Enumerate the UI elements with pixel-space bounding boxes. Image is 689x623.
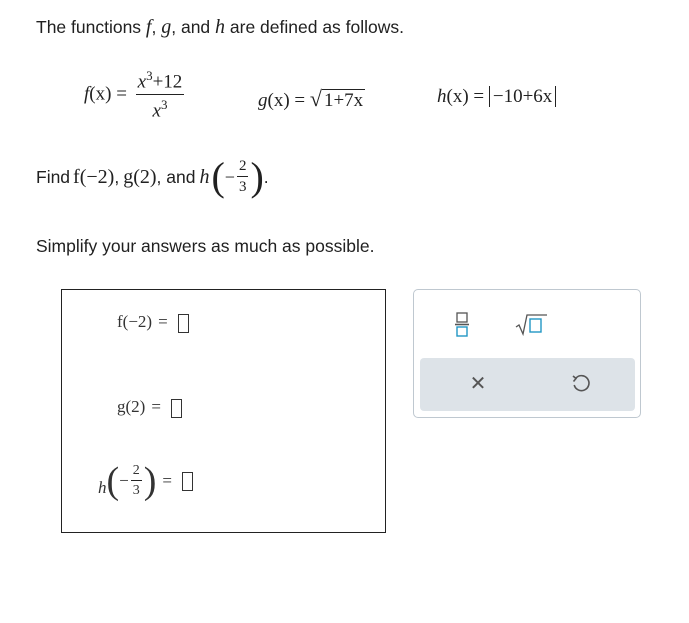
find-period: . xyxy=(263,166,269,187)
reset-button[interactable] xyxy=(570,373,592,395)
g-radicand: 1+7x xyxy=(323,90,364,111)
g-equals: = xyxy=(294,90,306,111)
find-statement: Find f(−2) , g(2) , and h ( − $\frac{2}{3}$ ) . xyxy=(36,154,269,199)
f-fraction xyxy=(136,68,185,123)
square-root-icon xyxy=(514,310,550,338)
h-definition xyxy=(437,86,556,108)
fn-g: g xyxy=(161,16,172,38)
answer-h-equals: = xyxy=(162,471,172,490)
f-denominator: $x^3$ xyxy=(152,97,168,122)
math-toolbar xyxy=(413,289,641,418)
answer-g-equals: = xyxy=(151,397,161,416)
g-definition xyxy=(258,86,365,112)
instruction-text: Simplify your answers as much as possible. xyxy=(36,236,375,256)
sqrt-symbol: √ xyxy=(309,86,322,111)
f-name: f xyxy=(84,83,90,105)
h-arg: (x) xyxy=(446,86,469,107)
intro-prefix: The functions xyxy=(36,17,146,37)
answer-h-input[interactable] xyxy=(182,472,193,491)
answer-f-input[interactable] xyxy=(178,314,189,333)
answer-box xyxy=(61,289,386,533)
intro-text xyxy=(36,16,404,39)
square-root-button[interactable] xyxy=(514,310,550,338)
h-name: h xyxy=(437,86,447,107)
fn-f: f xyxy=(145,16,152,38)
answer-row-h: h ( − $\frac{2}{3}$ ) = xyxy=(98,462,193,500)
f-definition xyxy=(84,68,184,123)
answer-h-label: h xyxy=(98,478,107,497)
answer-f-label: f(−2) xyxy=(117,312,153,331)
h-abs-value: −10+6x xyxy=(489,86,556,107)
f-numerator: $x^3+12$ xyxy=(137,68,183,93)
answer-g-input[interactable] xyxy=(171,399,182,418)
answer-f-equals: = xyxy=(158,312,168,331)
fraction-button[interactable] xyxy=(450,310,474,338)
f-arg: (x) xyxy=(89,83,112,105)
find-and: , and xyxy=(156,166,196,187)
toolbar-action-row xyxy=(420,358,635,411)
answer-h-minus: − xyxy=(119,471,129,490)
find-f: f(−2) xyxy=(73,165,115,188)
f-equals: = xyxy=(116,83,127,105)
intro-comma: , xyxy=(151,17,157,37)
answer-row-f xyxy=(117,312,189,333)
g-arg: (x) xyxy=(267,90,290,111)
intro-and: , and xyxy=(171,17,216,37)
h-equals: = xyxy=(473,86,485,107)
answer-h-fraction: $\frac{2}{3}$ xyxy=(132,463,140,498)
find-sep: , xyxy=(114,166,120,187)
answer-row-g xyxy=(117,397,182,418)
fraction-icon xyxy=(450,310,474,338)
reset-icon xyxy=(570,373,592,395)
g-name: g xyxy=(258,90,268,111)
find-h: h xyxy=(199,165,210,188)
fn-h: h xyxy=(215,16,226,38)
answer-g-label: g(2) xyxy=(117,397,146,416)
find-g: g(2) xyxy=(123,165,157,188)
find-fraction: $\frac{2}{3}$ xyxy=(238,158,247,195)
find-minus: − xyxy=(224,166,235,187)
find-label: Find xyxy=(36,166,71,187)
intro-suffix: are defined as follows. xyxy=(225,17,405,37)
clear-icon: ✕ xyxy=(469,373,487,395)
clear-button[interactable] xyxy=(468,374,488,394)
